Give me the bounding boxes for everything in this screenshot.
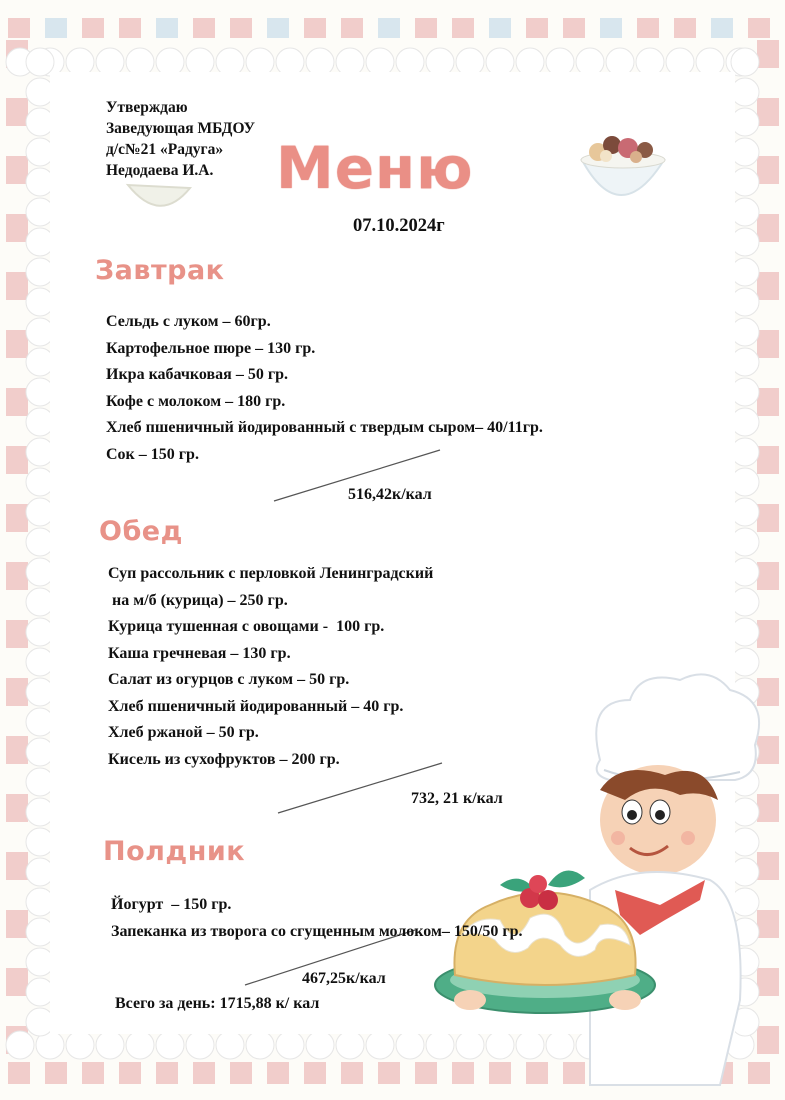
list-item: Запеканка из творога со сгущенным молоком– 150/50 гр. [111, 922, 523, 940]
snack-kcal: 467,25к/кал [302, 970, 386, 987]
list-item: Хлеб пшеничный йодированный с твердым сыром– 40/11гр. [106, 419, 543, 436]
approval-line: д/с№21 «Радуга» [106, 141, 224, 158]
page-title: Меню [276, 134, 474, 202]
approval-block [106, 97, 255, 181]
snack-list [111, 892, 523, 945]
list-item: Хлеб ржаной – 50 гр. [108, 724, 259, 741]
list-item: Суп рассольник с перловкой Ленинградский [108, 565, 434, 582]
breakfast-heading: Завтрак [95, 255, 225, 286]
list-item: Каша гречневая – 130 гр. [108, 644, 291, 662]
lunch-kcal: 732, 21 к/кал [411, 790, 503, 807]
list-item: Курица тушенная с овощами - 100 гр. [108, 618, 385, 635]
lunch-list [108, 561, 433, 773]
approval-line: Утверждаю [106, 99, 188, 116]
breakfast-kcal: 516,42к/кал [348, 486, 432, 503]
list-item: на м/б (курица) – 250 гр. [108, 591, 288, 609]
list-item: Кофе с молоком – 180 гр. [106, 392, 286, 410]
list-item: Картофельное пюре – 130 гр. [106, 339, 316, 357]
daily-total: Всего за день: 1715,88 к/ кал [115, 995, 320, 1012]
list-item: Икра кабачковая – 50 гр. [106, 366, 288, 383]
list-item: Сельдь с луком – 60гр. [106, 313, 271, 330]
approval-line: Недодаева И.А. [106, 162, 214, 179]
list-item: Салат из огурцов с луком – 50 гр. [108, 671, 350, 688]
breakfast-list [106, 309, 543, 468]
list-item: Кисель из сухофруктов – 200 гр. [108, 750, 340, 768]
lunch-heading: Обед [99, 516, 183, 547]
menu-date: 07.10.2024г [353, 216, 445, 236]
snack-heading: Полдник [103, 836, 246, 867]
list-item: Сок – 150 гр. [106, 445, 199, 463]
list-item: Йогурт – 150 гр. [111, 896, 232, 913]
approval-line: Заведующая МБДОУ [106, 120, 256, 137]
list-item: Хлеб пшеничный йодированный – 40 гр. [108, 697, 404, 715]
